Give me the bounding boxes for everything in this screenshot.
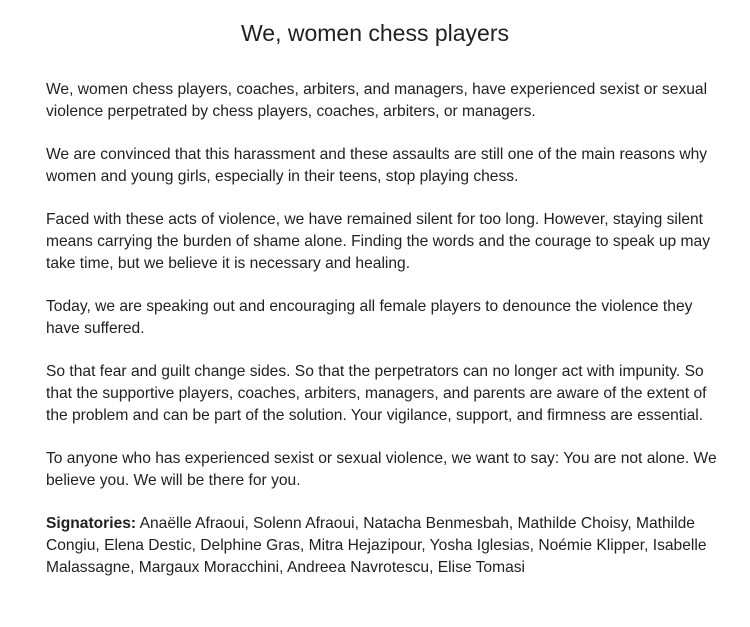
document-title: We, women chess players bbox=[240, 20, 509, 46]
paragraph-6: To anyone who has experienced sexist or sexual violence, we want to say: You are not alone. We believe you. We will be there for you. bbox=[46, 450, 717, 489]
document-body bbox=[46, 79, 720, 579]
signatories-names: Anaëlle Afraoui, Solenn Afraoui, Natacha Benmesbah, Mathilde Choisy, Mathilde Congiu, Elena Destic, Delphine Gras, Mitra Hejazipour, Yosha Iglesias, Noémie Klipper, Isabelle Malassagne, Margaux Moracchini, Andreea Navrotescu, Elise Tomasi bbox=[46, 515, 707, 576]
paragraph-5: So that fear and guilt change sides. So that the perpetrators can no longer act with impunity. So that the supportive players, coaches, arbiters, managers, and parents are aware of the extent of the problem and can be part of the solution. Your vigilance, support, and firmness are essential. bbox=[46, 363, 707, 424]
paragraph-2: We are convinced that this harassment and these assaults are still one of the main reasons why women and young girls, especially in their teens, stop playing chess. bbox=[46, 146, 708, 185]
paragraph-4: Today, we are speaking out and encouraging all female players to denounce the violence they have suffered. bbox=[46, 298, 693, 337]
paragraph-1: We, women chess players, coaches, arbiters, and managers, have experienced sexist or sexual violence perpetrated by chess players, coaches, arbiters, or managers. bbox=[46, 81, 708, 120]
signatories-paragraph bbox=[46, 513, 720, 579]
paragraph-3: Faced with these acts of violence, we have remained silent for too long. However, staying silent means carrying the burden of shame alone. Finding the words and the courage to speak up may take time, but we believe it is necessary and healing. bbox=[46, 211, 710, 272]
signatories-label: Signatories: bbox=[46, 515, 137, 532]
